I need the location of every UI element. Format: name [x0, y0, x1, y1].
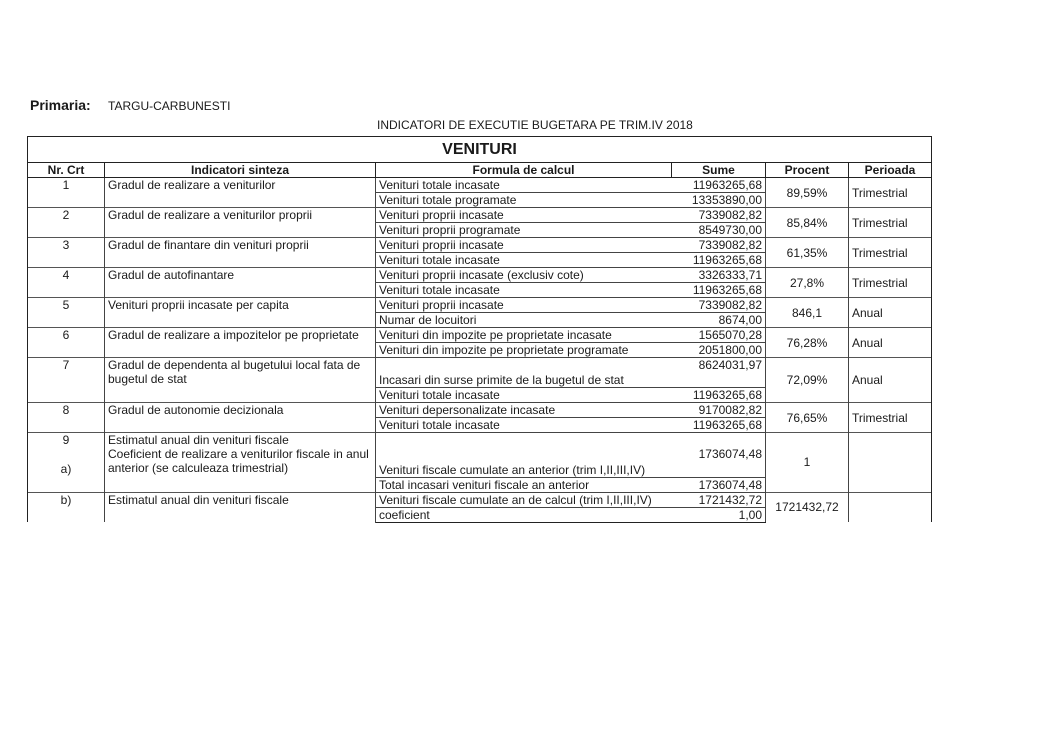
period-value: Anual [849, 298, 932, 328]
period-value: Trimestrial [849, 403, 932, 433]
formula-numerator: Venituri depersonalizate incasate [376, 403, 672, 418]
indicator-name: Gradul de dependenta al bugetului local fata de bugetul de stat [105, 358, 376, 403]
percent-value: 1721432,72 [766, 492, 849, 522]
sum-numerator: 1736074,48 [672, 447, 766, 477]
row-number: 3 [28, 238, 105, 268]
formula-numerator: Venituri proprii incasate [376, 298, 672, 313]
sum-denominator: 13353890,00 [672, 193, 766, 208]
sum-denominator: 1736074,48 [672, 477, 766, 492]
formula-denominator: Venituri proprii programate [376, 223, 672, 238]
indicator-name: Coeficient de realizare a veniturilor fiscale in anul anterior (se calculeaza trimestrial) [105, 447, 376, 492]
formula-numerator: Venituri fiscale cumulate an anterior (trim I,II,III,IV) [376, 447, 672, 477]
primaria-name: TARGU-CARBUNESTI [108, 99, 231, 113]
row-number: 9 [28, 433, 105, 448]
sum-numerator: 7339082,82 [672, 238, 766, 253]
formula-empty [376, 433, 672, 448]
sum-numerator: 7339082,82 [672, 208, 766, 223]
sum-denominator: 11963265,68 [672, 283, 766, 298]
table-row [28, 238, 932, 253]
table-row [28, 403, 932, 418]
column-header-sum: Sume [672, 163, 766, 178]
row-number: 6 [28, 328, 105, 358]
row-subnumber: b) [28, 492, 105, 522]
primaria-label: Primaria: [30, 97, 91, 113]
percent-value: 76,65% [766, 403, 849, 433]
indicator-name: Gradul de realizare a impozitelor pe proprietate [105, 328, 376, 358]
indicator-name: Gradul de realizare a veniturilor proprii [105, 208, 376, 238]
period-value: Trimestrial [849, 178, 932, 208]
row-number: 4 [28, 268, 105, 298]
percent-value: 1 [766, 433, 849, 493]
sum-numerator: 7339082,82 [672, 298, 766, 313]
column-header-percent: Procent [766, 163, 849, 178]
indicator-rows [28, 178, 932, 523]
percent-value: 76,28% [766, 328, 849, 358]
percent-value: 89,59% [766, 178, 849, 208]
percent-value: 61,35% [766, 238, 849, 268]
formula-denominator: Numar de locuitori [376, 313, 672, 328]
percent-value: 72,09% [766, 358, 849, 403]
percent-value: 846,1 [766, 298, 849, 328]
sum-denominator: 11963265,68 [672, 418, 766, 433]
period-value: Anual [849, 358, 932, 403]
column-header-formula: Formula de calcul [376, 163, 672, 178]
sum-denominator: 2051800,00 [672, 343, 766, 358]
period-value: Trimestrial [849, 238, 932, 268]
row-number: 2 [28, 208, 105, 238]
table-row [28, 328, 932, 343]
table-row [28, 178, 932, 193]
section-banner: VENITURI [28, 137, 932, 163]
column-header-period: Perioada [849, 163, 932, 178]
formula-denominator: Venituri totale incasate [376, 283, 672, 298]
indicator-section-title: Estimatul anual din venituri fiscale [105, 433, 376, 448]
sum-numerator: 1721432,72 [672, 492, 766, 507]
indicator-name: Estimatul anual din venituri fiscale [105, 492, 376, 522]
sum-numerator: 3326333,71 [672, 268, 766, 283]
sum-denominator: 11963265,68 [672, 253, 766, 268]
formula-denominator: coeficient [376, 507, 672, 522]
formula-numerator: Venituri fiscale cumulate an de calcul (trim I,II,III,IV) [376, 492, 672, 507]
sum-denominator: 1,00 [672, 507, 766, 522]
table-row [28, 358, 932, 388]
period-value: Trimestrial [849, 268, 932, 298]
indicator-name: Gradul de autonomie decizionala [105, 403, 376, 433]
formula-denominator: Venituri totale incasate [376, 418, 672, 433]
formula-denominator: Total incasari venituri fiscale an anterior [376, 477, 672, 492]
percent-value: 27,8% [766, 268, 849, 298]
formula-numerator: Incasari din surse primite de la bugetul de stat [376, 358, 672, 388]
formula-denominator: Venituri totale incasate [376, 253, 672, 268]
formula-numerator: Venituri din impozite pe proprietate incasate [376, 328, 672, 343]
sum-numerator: 9170082,82 [672, 403, 766, 418]
formula-denominator: Venituri din impozite pe proprietate programate [376, 343, 672, 358]
formula-numerator: Venituri proprii incasate (exclusiv cote) [376, 268, 672, 283]
sum-denominator: 11963265,68 [672, 388, 766, 403]
sum-numerator: 8624031,97 [672, 358, 766, 388]
formula-numerator: Venituri proprii incasate [376, 208, 672, 223]
sum-denominator: 8549730,00 [672, 223, 766, 238]
indicator-name: Venituri proprii incasate per capita [105, 298, 376, 328]
formula-numerator: Venituri proprii incasate [376, 238, 672, 253]
sum-denominator: 8674,00 [672, 313, 766, 328]
indicator-name: Gradul de realizare a veniturilor [105, 178, 376, 208]
document-title: INDICATORI DE EXECUTIE BUGETARA PE TRIM.IV 2018 [377, 118, 693, 132]
period-empty [849, 433, 932, 493]
percent-value: 85,84% [766, 208, 849, 238]
indicator-name: Gradul de autofinantare [105, 268, 376, 298]
period-value: Trimestrial [849, 208, 932, 238]
column-header-nr: Nr. Crt [28, 163, 105, 178]
sum-numerator: 1565070,28 [672, 328, 766, 343]
indicators-table [27, 136, 932, 523]
row-number: 1 [28, 178, 105, 208]
period-empty [849, 492, 932, 522]
row-number: 8 [28, 403, 105, 433]
row-subnumber: a) [28, 447, 105, 492]
table-row [28, 208, 932, 223]
table-row [28, 433, 932, 448]
period-value: Anual [849, 328, 932, 358]
row-number: 5 [28, 298, 105, 328]
formula-denominator: Venituri totale incasate [376, 388, 672, 403]
table-row [28, 492, 932, 507]
row-number: 7 [28, 358, 105, 403]
column-header-indicator: Indicatori sinteza [105, 163, 376, 178]
indicator-name: Gradul de finantare din venituri proprii [105, 238, 376, 268]
table-row [28, 298, 932, 313]
sum-empty [672, 433, 766, 448]
formula-denominator: Venituri totale programate [376, 193, 672, 208]
formula-numerator: Venituri totale incasate [376, 178, 672, 193]
table-row [28, 268, 932, 283]
sum-numerator: 11963265,68 [672, 178, 766, 193]
